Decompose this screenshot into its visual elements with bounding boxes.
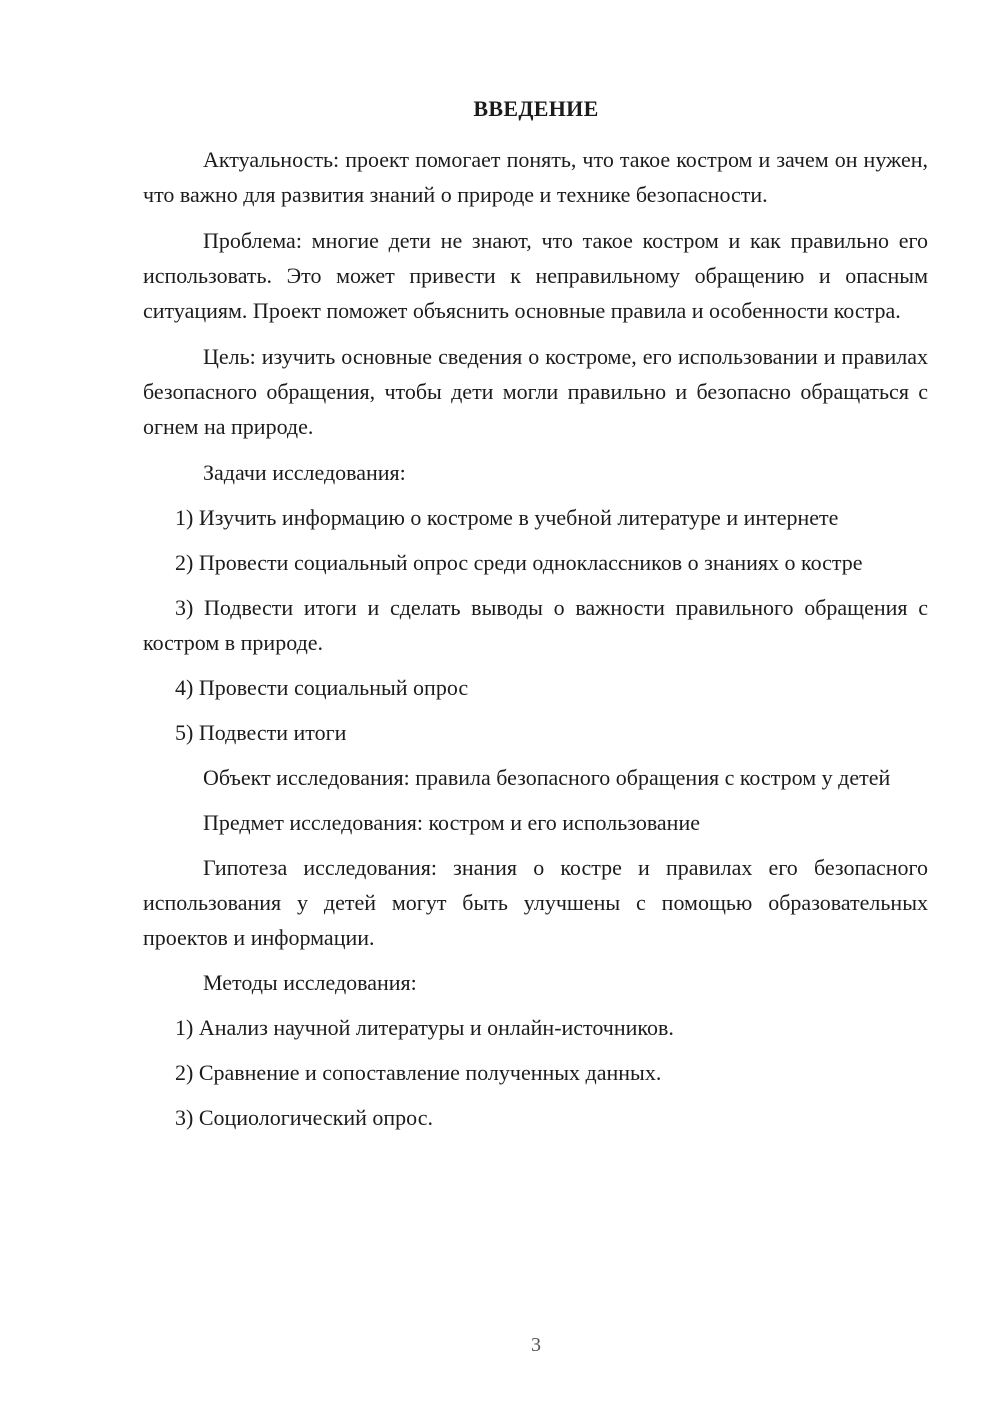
paragraph-tasks-heading: Задачи исследования:: [203, 460, 406, 485]
list-item-task-4: 4) Провести социальный опрос: [175, 675, 469, 700]
page-number: 3: [531, 1334, 541, 1356]
paragraph-problem: Проблема: многие дети не знают, что такое костром и как правильно его использовать. Это может привести к неправильному обращению и опасным ситуациям. Проект поможет объяснить основные правила и особенности костра.: [143, 228, 928, 323]
list-item-method-3: 3) Социологический опрос.: [175, 1105, 433, 1130]
list-item-task-2: 2) Провести социальный опрос среди одноклассников о знаниях о костре: [175, 550, 863, 575]
list-item-task-1: 1) Изучить информацию о костроме в учебной литературе и интернете: [175, 505, 839, 530]
body-text: [143, 142, 928, 1135]
page-title: ВВЕДЕНИЕ: [473, 96, 599, 121]
paragraph-relevance: Актуальность: проект помогает понять, что такое костром и зачем он нужен, что важно для развития знаний о природе и технике безопасности.: [143, 147, 928, 207]
paragraph-object: Объект исследования: правила безопасного обращения с костром у детей: [203, 765, 891, 790]
paragraph-subject: Предмет исследования: костром и его использование: [203, 810, 700, 835]
paragraph-methods-heading: Методы исследования:: [203, 970, 417, 995]
paragraph-hypothesis: Гипотеза исследования: знания о костре и правилах его безопасного использования у детей могут быть улучшены с помощью образовательных проектов и информации.: [143, 855, 928, 950]
list-item-method-1: 1) Анализ научной литературы и онлайн-источников.: [175, 1015, 674, 1040]
list-item-task-3: 3) Подвести итоги и сделать выводы о важности правильного обращения с костром в природе.: [143, 595, 928, 655]
paragraph-goal: Цель: изучить основные сведения о костроме, его использовании и правилах безопасного обращения, чтобы дети могли правильно и безопасно обращаться с огнем на природе.: [143, 344, 928, 439]
list-item-task-5: 5) Подвести итоги: [175, 720, 347, 745]
list-item-method-2: 2) Сравнение и сопоставление полученных данных.: [175, 1060, 662, 1085]
